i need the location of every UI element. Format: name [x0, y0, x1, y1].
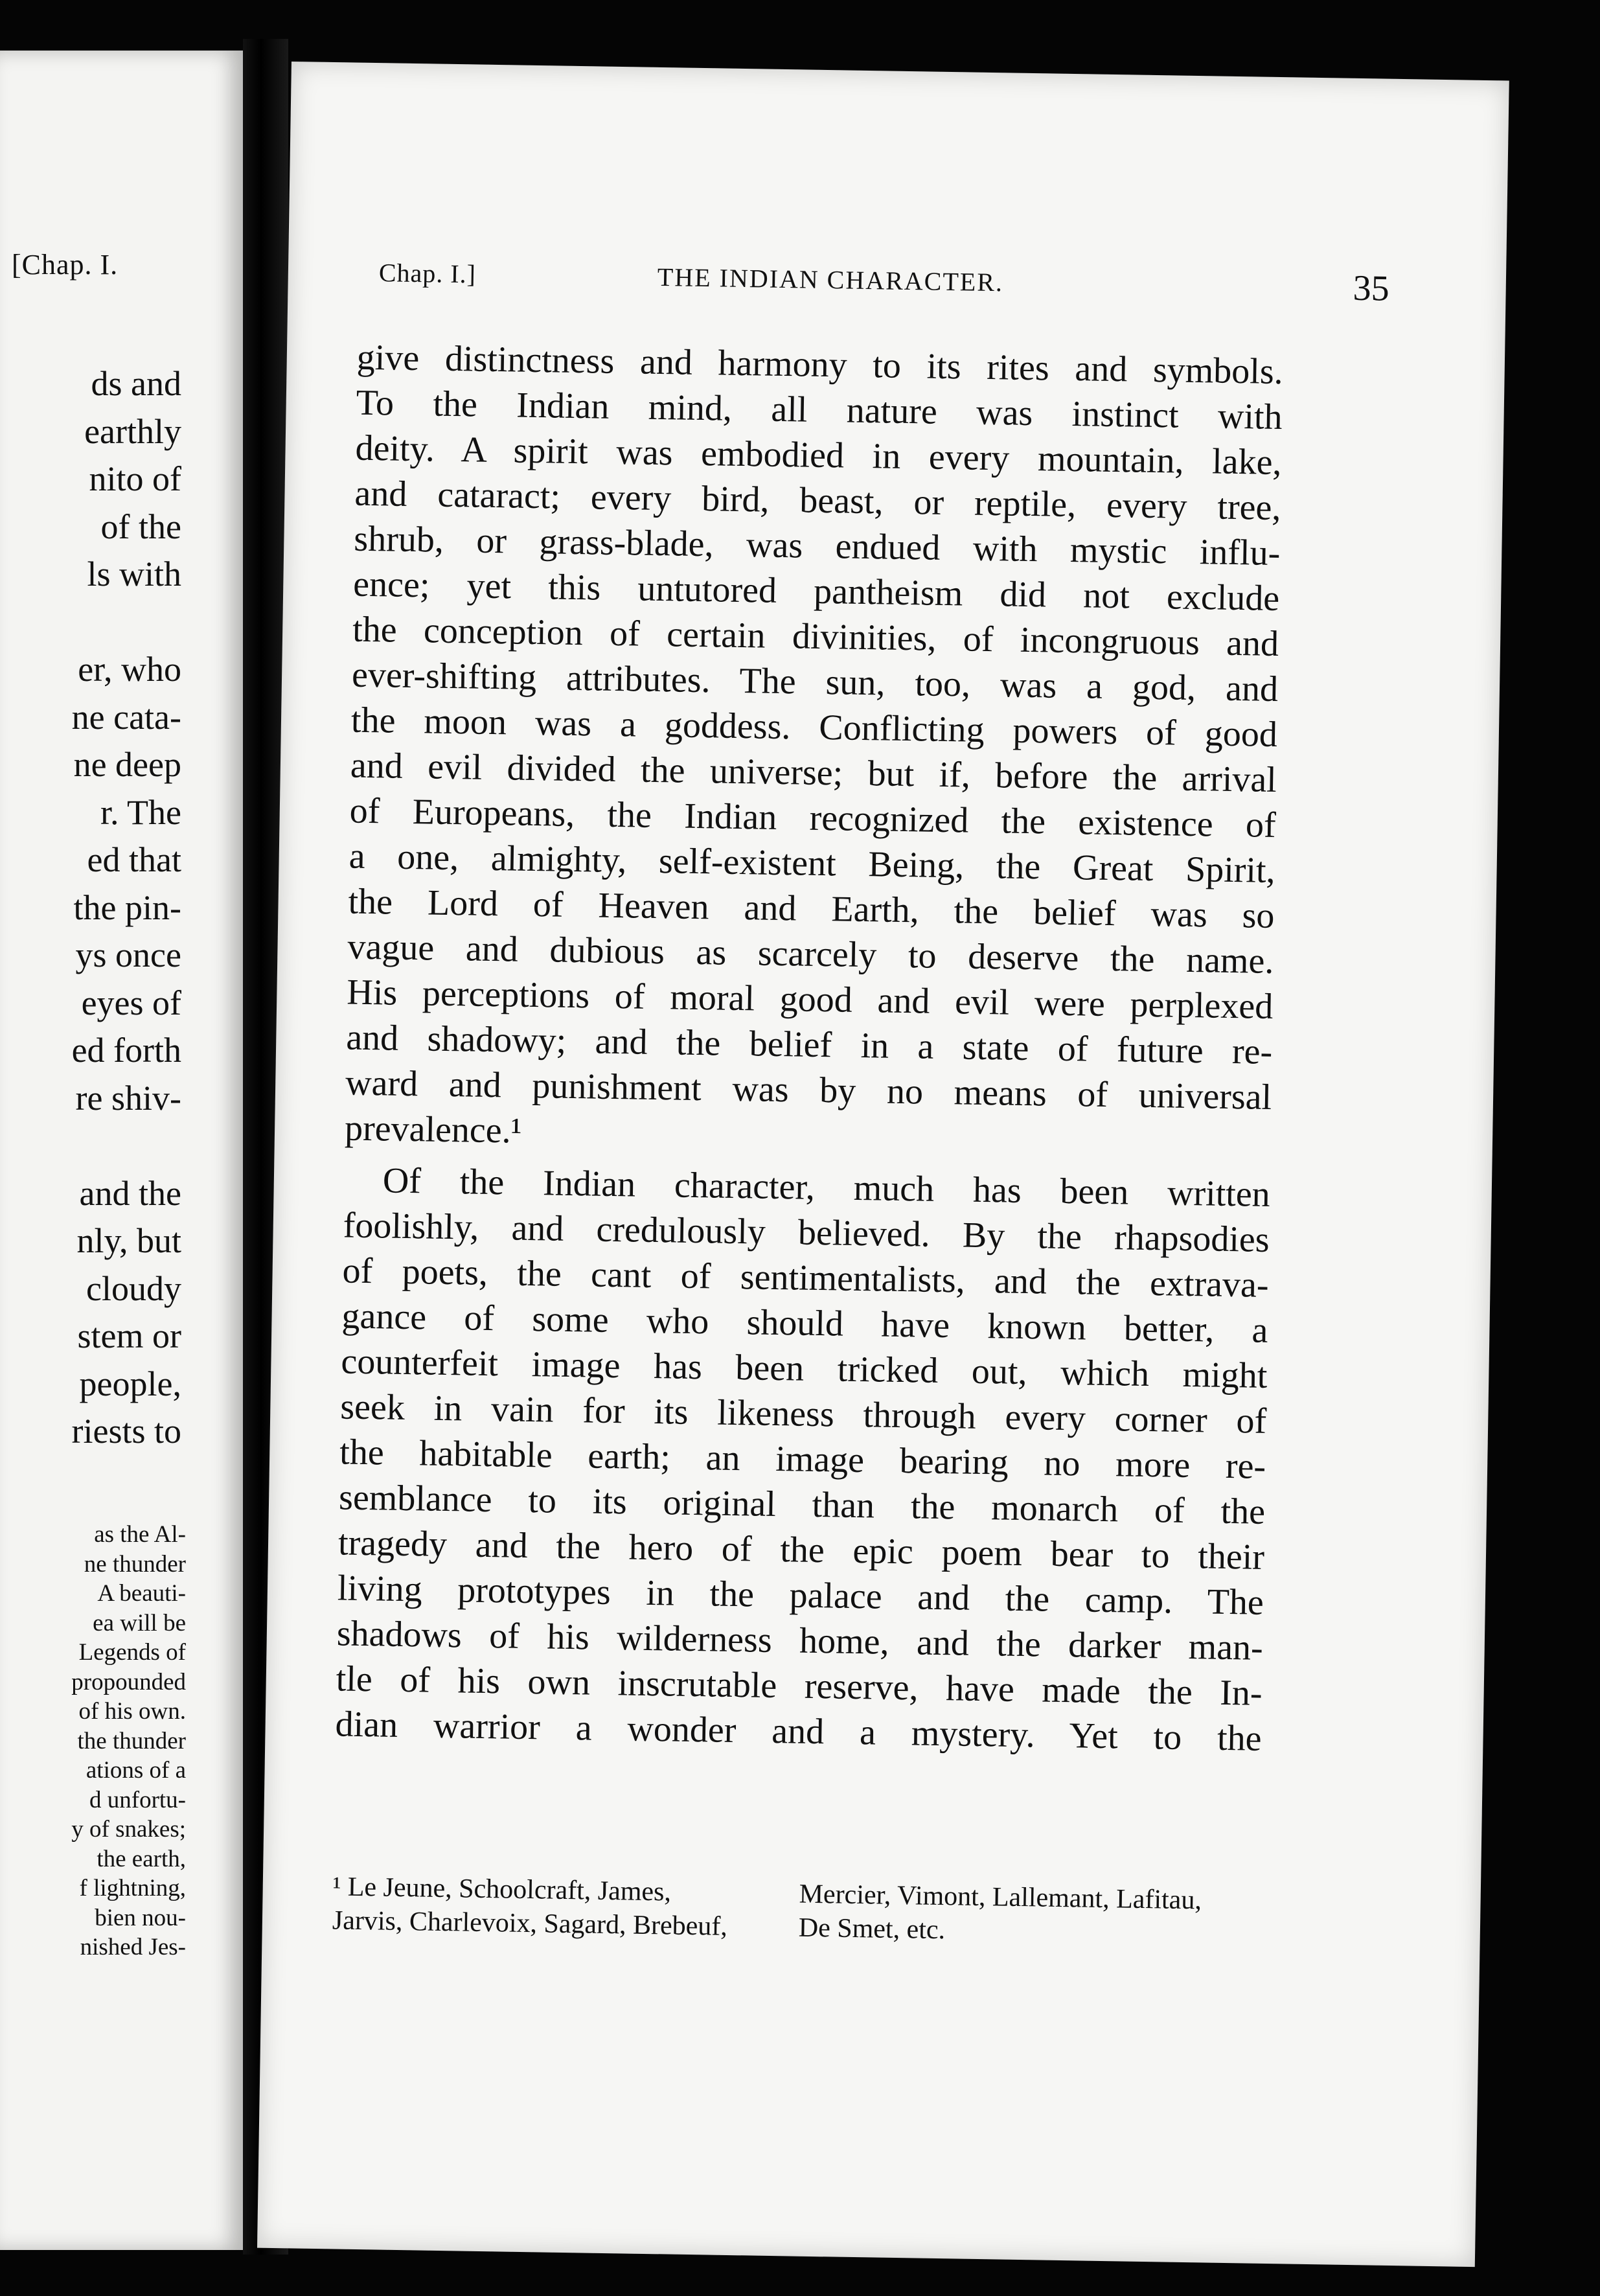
text-line: the Lord of Heaven and Earth, the belief was so [348, 881, 1275, 936]
left-page-note-line: bien nou- [95, 1904, 186, 1931]
left-page-note-line: ations of a [86, 1757, 186, 1784]
left-page-note-line: nished Jes- [80, 1934, 186, 1960]
text-line: seek in vain for its likeness through every corner of [339, 1386, 1267, 1441]
page-number: 35 [1353, 268, 1390, 309]
text-line: ever-shifting attributes. The sun, too, was a god, and [351, 654, 1279, 710]
text-line: and cataract; every bird, beast, or reptile, every tree, [354, 473, 1281, 529]
left-page-note-line: d unfortu- [89, 1786, 186, 1813]
left-page-note-line: as the Al- [94, 1521, 186, 1548]
text-line: ence; yet this untutored pantheism did not exclude [352, 564, 1280, 619]
left-page-line: people, [79, 1364, 181, 1403]
text-line: deity. A spirit was embodied in every mountain, lake, [355, 428, 1282, 483]
left-page-note-line: A beauti- [97, 1580, 186, 1607]
left-page-line [0, 599, 181, 647]
left-page-line: nly, but [76, 1221, 181, 1260]
text-line: and evil divided the universe; but if, before the arrival [350, 745, 1277, 801]
text-line: ward and punishment was by no means of universal [345, 1062, 1272, 1118]
text-line: dian warrior a wonder and a mystery. Yet to the [335, 1704, 1263, 1759]
left-facing-page [0, 51, 243, 2250]
left-page-line: ed that [87, 840, 181, 879]
left-page-line: earthly [84, 411, 181, 451]
text-line: and shadowy; and the belief in a state of future re- [345, 1017, 1273, 1072]
text-line: the moon was a goddess. Conflicting powers of good [350, 700, 1278, 755]
text-line: shrub, or grass-blade, was endued with mystic influ- [353, 518, 1281, 574]
left-page-line: riests to [71, 1412, 181, 1451]
text-line: the conception of certain divinities, of incongruous and [352, 609, 1279, 665]
left-page-line: and the [79, 1173, 181, 1213]
left-page-line: er, who [78, 650, 181, 689]
left-page-line: cloudy [86, 1269, 181, 1308]
left-page-line: stem or [77, 1316, 181, 1355]
text-line: living prototypes in the palace and the camp. The [337, 1568, 1264, 1623]
left-page-line: ys once [75, 936, 181, 974]
left-page-footnotes [0, 1520, 186, 1962]
left-page-note-line: the earth, [97, 1845, 186, 1872]
left-page-line: of the [100, 507, 181, 546]
left-page-note-line: propounded [71, 1668, 186, 1695]
text-line: prevalence.¹ [344, 1108, 522, 1151]
left-page-running-head: [Chap. I. [12, 249, 119, 281]
left-page-line [0, 1122, 181, 1170]
left-page-note-line: ea will be [93, 1609, 186, 1636]
left-page-note-line: of his own. [78, 1698, 186, 1725]
text-line: give distinctness and harmony to its rites and symbols. [356, 337, 1284, 393]
text-line: tragedy and the hero of the epic poem bear to their [337, 1522, 1265, 1578]
page-title: THE INDIAN CHARACTER. [657, 262, 1004, 297]
left-page-line: r. The [100, 792, 181, 832]
text-line: a one, almighty, self-existent Being, the Great Spirit, [349, 836, 1276, 891]
text-line: Of the Indian character, much has been written [382, 1160, 1271, 1215]
left-page-line: nito of [89, 459, 181, 498]
chapter-label: Chap. I.] [378, 258, 477, 289]
text-line: semblance to its original than the monarch of the [338, 1477, 1266, 1532]
text-line: of Europeans, the Indian recognized the existence of [349, 790, 1277, 846]
left-page-note-line: ne thunder [84, 1550, 186, 1578]
left-page-note-line: the thunder [77, 1727, 186, 1754]
footnote [332, 1870, 1259, 1946]
left-page-line: eyes of [81, 983, 181, 1022]
footnote-line: Jarvis, Charlevoix, Sagard, Brebeuf, [332, 1905, 728, 1942]
footnote-column-1 [332, 1870, 781, 1944]
text-line: His perceptions of moral good and evil were perplexed [346, 972, 1274, 1027]
text-line: gance of some who should have known better, a [341, 1296, 1268, 1351]
left-page-note-line: f lightning, [79, 1875, 186, 1901]
text-line: shadows of his wilderness home, and the darker man- [336, 1613, 1264, 1668]
footnote-column-2 [798, 1877, 1266, 1952]
running-head [378, 257, 1389, 318]
left-page-line: ds and [91, 364, 181, 403]
book-page [257, 62, 1509, 2267]
text-line: tle of his own inscrutable reserve, have made the In- [336, 1659, 1263, 1714]
body-text [335, 335, 1283, 1762]
text-line: the habitable earth; an image bearing no more re- [339, 1432, 1266, 1487]
left-page-line: ls with [87, 555, 181, 593]
text-line: vague and dubious as scarcely to deserve the name. [347, 926, 1274, 982]
left-page-text [0, 360, 181, 1456]
left-page-note-line: Legends of [78, 1639, 186, 1666]
footnote-line: ¹ Le Jeune, Schoolcraft, James, [332, 1872, 672, 1907]
footnote-line: De Smet, etc. [798, 1912, 946, 1946]
footnote-line: Mercier, Vimont, Lallemant, Lafitau, [799, 1879, 1202, 1916]
text-line: foolishly, and credulously believed. By the rhapsodies [343, 1205, 1270, 1260]
left-page-line: re shiv- [75, 1078, 181, 1118]
left-page-note-line: y of snakes; [71, 1816, 186, 1843]
text-line: of poets, the cant of sentimentalists, and the extrava- [342, 1250, 1270, 1305]
left-page-line: ne deep [73, 745, 181, 784]
left-page-line: ne cata- [71, 697, 181, 737]
text-line: To the Indian mind, all nature was instinct with [356, 382, 1283, 438]
left-page-line: ed forth [71, 1031, 181, 1070]
text-line: counterfeit image has been tricked out, which might [341, 1341, 1268, 1396]
left-page-line: the pin- [73, 888, 181, 927]
